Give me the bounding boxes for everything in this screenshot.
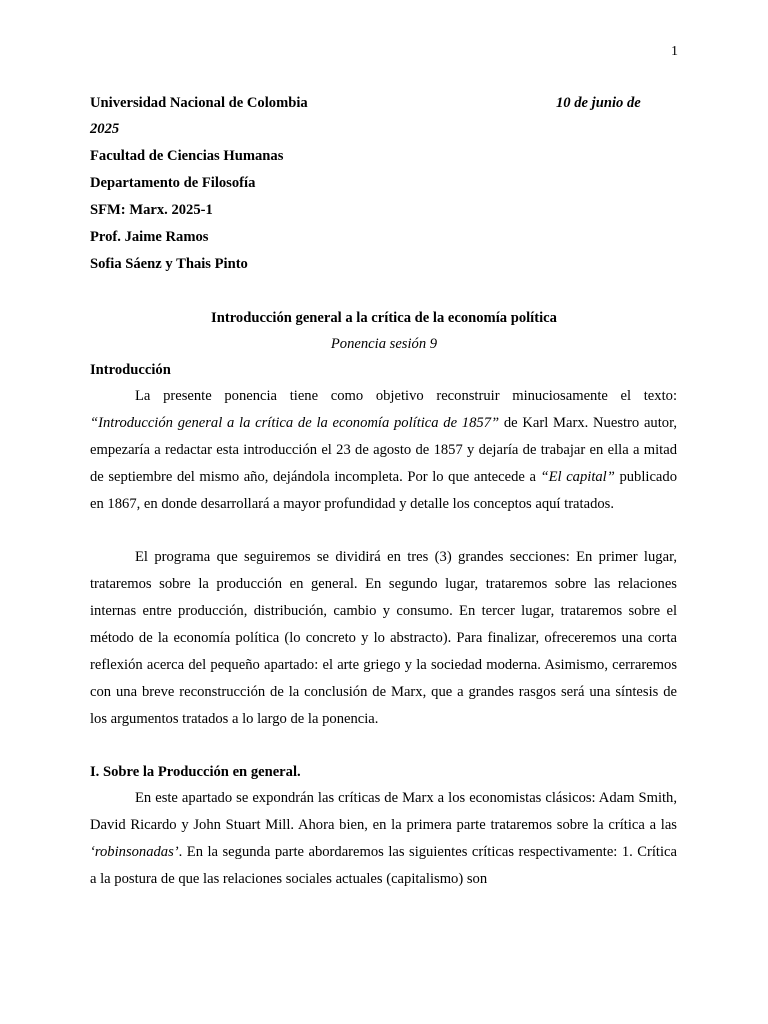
section-1-heading: I. Sobre la Producción en general.: [90, 764, 301, 780]
intro-paragraph-2: [90, 544, 677, 733]
intro-p1-text-c: de Karl Marx. Nuestro autor, empezaría a redactar esta introducción el 23 de agosto de 1857 y dejaría de trabajar en ella a mitad de septiembre del mismo año, dejándola incompleta. Por lo que antecede a: [90, 415, 677, 485]
document-year: 2025: [90, 121, 120, 137]
intro-p1-text-e: publicado en 1867, en donde desarrollará a mayor profundidad y detalle los conceptos aquí tratados.: [90, 469, 677, 512]
author-names: Sofia Sáenz y Thais Pinto: [90, 256, 248, 272]
section-1-paragraph-1: [90, 785, 677, 893]
intro-heading: Introducción: [90, 362, 171, 378]
document-subtitle: Ponencia sesión 9: [330, 336, 438, 352]
intro-p1-text-a: La presente ponencia tiene como objetivo reconstruir minuciosamente el texto:: [135, 388, 677, 404]
section1-p1-robinsonadas: ‘robinsonadas’: [90, 844, 179, 860]
page-number: 1: [671, 44, 678, 59]
document-title: Introducción general a la crítica de la economía política: [211, 310, 557, 326]
course-name: SFM: Marx. 2025-1: [90, 202, 213, 218]
section1-p1-text-a: En este apartado se expondrán las críticas de Marx a los economistas clásicos: Adam Smith, David Ricardo y John Stuart Mill. Ahora bien, en la primera parte trataremos sobre la crítica a las: [90, 790, 677, 833]
section1-p1-text-c: . En la segunda parte abordaremos las siguientes críticas respectivamente: 1. Crítica a la postura de que las relaciones sociales actuales (capitalismo) son: [90, 844, 677, 887]
document-date: 10 de junio de: [556, 95, 641, 111]
intro-p1-quoted-title: “Introducción general a la crítica de la economía política de 1857”: [90, 415, 500, 431]
intro-paragraph-1: [90, 383, 677, 518]
faculty-name: Facultad de Ciencias Humanas: [90, 148, 284, 164]
professor-name: Prof. Jaime Ramos: [90, 229, 209, 245]
intro-p2-text: El programa que seguiremos se dividirá en tres (3) grandes secciones: En primer lugar, trataremos sobre la producción en general. En segundo lugar, trataremos sobre las relaciones internas entre producción, distribución, cambio y consumo. En tercer lugar, trataremos sobre el método de la economía política (lo concreto y lo abstracto). Para finalizar, ofreceremos una corta reflexión acerca del pequeño apartado: el arte griego y la sociedad moderna. Asimismo, cerraremos con una breve reconstrucción de la conclusión de Marx, que a grandes rasgos será una síntesis de los argumentos tratados a lo largo de la ponencia.: [90, 549, 677, 727]
department-name: Departamento de Filosofía: [90, 175, 256, 191]
university-name: Universidad Nacional de Colombia: [90, 95, 308, 111]
intro-p1-el-capital: “El capital”: [540, 469, 615, 485]
